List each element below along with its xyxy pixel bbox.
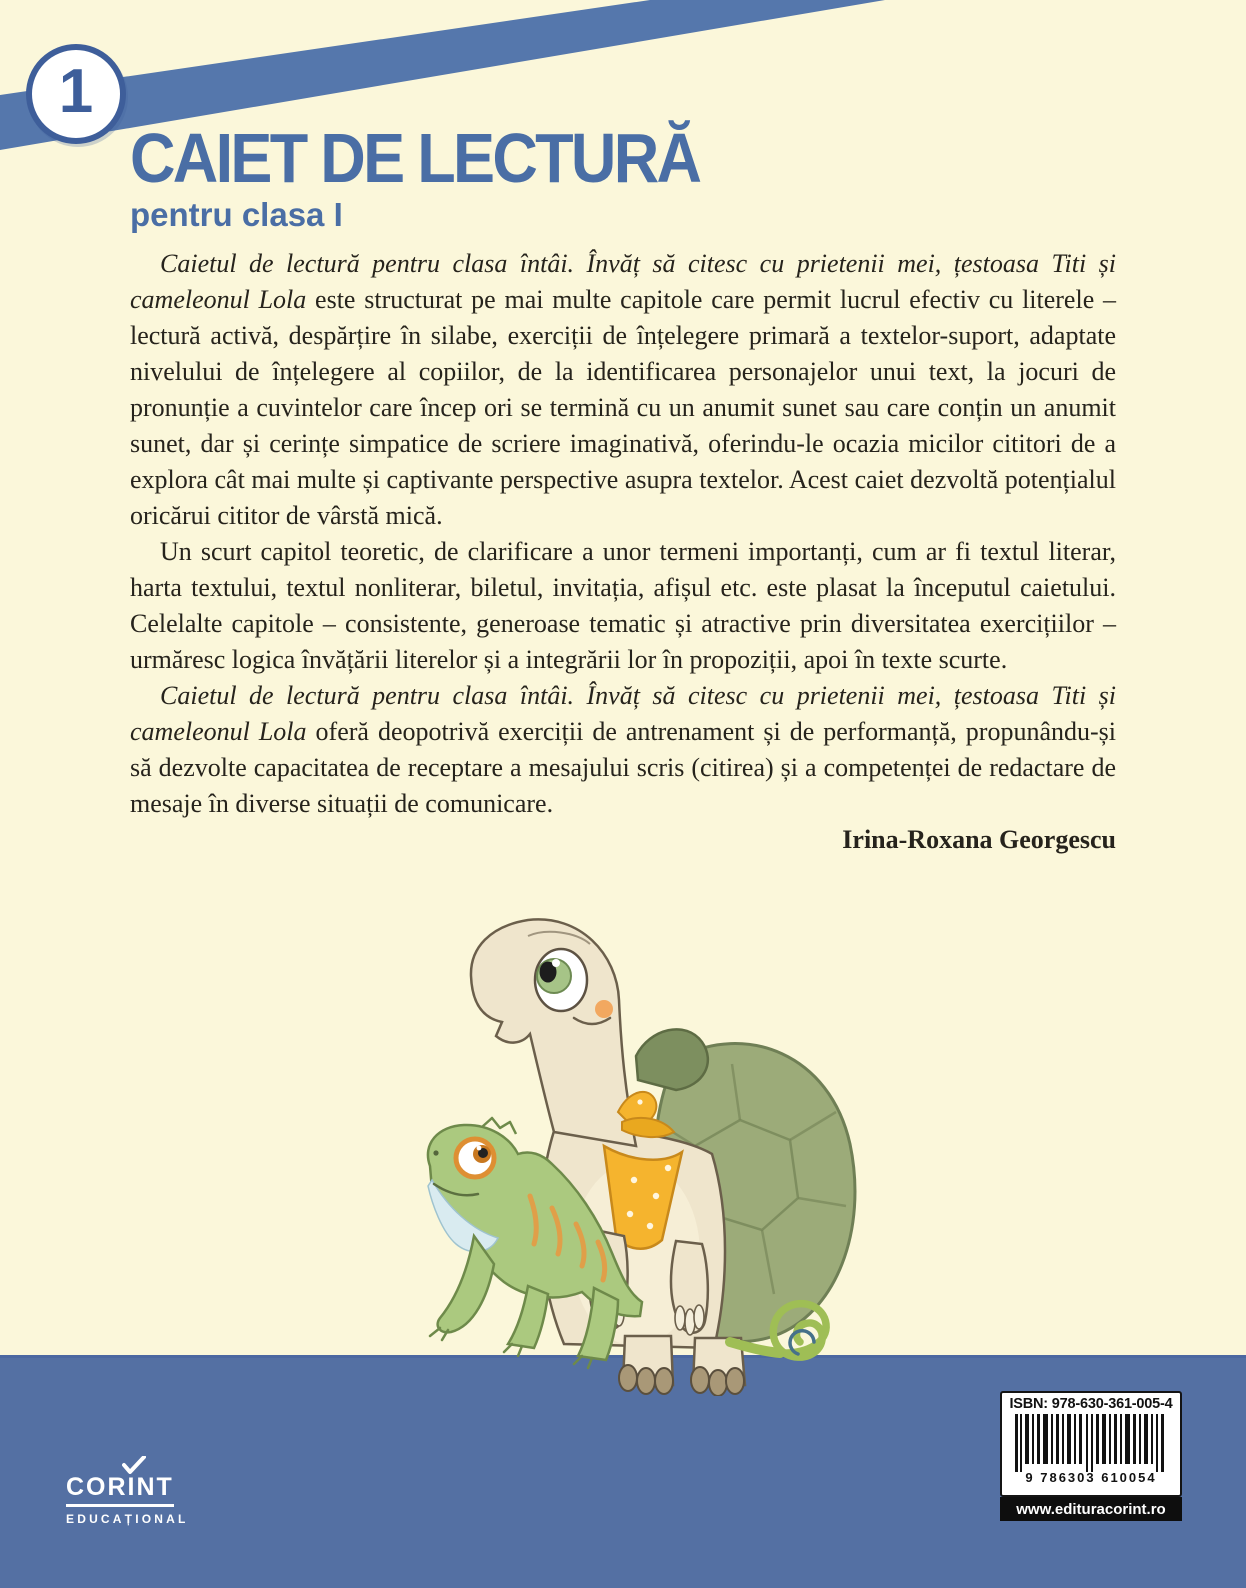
paragraph	[130, 534, 1116, 678]
paragraph-lead-italic: Caietul de lectură pentru clasa întâi. Învăț să citesc cu prietenii mei, țestoasa Titi și cameleonul Lola	[130, 681, 1116, 746]
book-subtitle: pentru clasa I	[130, 196, 343, 233]
isbn-box	[1000, 1391, 1182, 1497]
isbn-barcode-block	[1000, 1391, 1182, 1521]
paragraph	[130, 678, 1116, 822]
isbn-label: ISBN: 978-630-361-005-4	[1009, 1396, 1173, 1412]
publisher-name: CORINT	[66, 1474, 174, 1507]
paragraph-text: este structurat pe mai multe capitole care permit lucrul efectiv cu literele – lectură activă, despărțire în silabe, exerciții de înțelegere primară a textelor-suport, adaptate nivelului de înțelegere al copiilor, de la identificarea personajelor unui text, la jocuri de pronunție a cuvintelor care încep ori se termină cu un anumit sunet sau care conțin un anumit sunet, dar și cerințe simpatice de scriere imaginativă, oferindu-le ocazia micilor cititori de a explora cât mai multe și captivante perspective asupra textelor. Acest caiet dezvoltă potențialul oricărui cititor de vârstă mică.	[130, 285, 1116, 530]
publisher-logo	[66, 1456, 189, 1526]
paragraph-text: oferă deopotrivă exerciții de antrenament și de performanță, propunându-și să dezvolte capacitatea de receptare a mesajului scris (citirea) și a competenței de redactare de mesaje în diverse situații de comunicare.	[130, 717, 1117, 818]
publisher-division: EDUCAȚIONAL	[66, 1511, 189, 1526]
checkmark-icon	[122, 1456, 146, 1474]
paragraph-lead-italic: Caietul de lectură pentru clasa întâi. Învăț să citesc cu prietenii mei, țestoasa Titi și cameleonul Lola	[130, 249, 1116, 314]
grade-badge	[26, 44, 126, 144]
description-text	[130, 246, 1116, 858]
barcode-digits: 9 786303 610054	[1025, 1470, 1157, 1485]
author-name: Irina-Roxana Georgescu	[842, 825, 1116, 854]
publisher-website: www.edituracorint.ro	[1000, 1497, 1182, 1521]
barcode-icon	[1015, 1414, 1167, 1472]
paragraph	[130, 246, 1116, 534]
book-title: CAIET DE LECTURĂ	[130, 119, 700, 197]
grade-badge-number: 1	[58, 57, 94, 126]
turtle-chameleon-illustration	[378, 896, 902, 1396]
paragraph-text: Un scurt capitol teoretic, de clarificare a unor termeni importanți, cum ar fi textul literar, harta textului, textul nonliterar, biletul, invitația, afișul etc. este plasat la începutul caietului. Celelalte capitole – consistente, generoase tematic și atractive prin diversitatea exercițiilor – urmăresc logica învățării literelor și a integrării lor în propoziții, apoi în texte scurte.	[130, 537, 1116, 674]
